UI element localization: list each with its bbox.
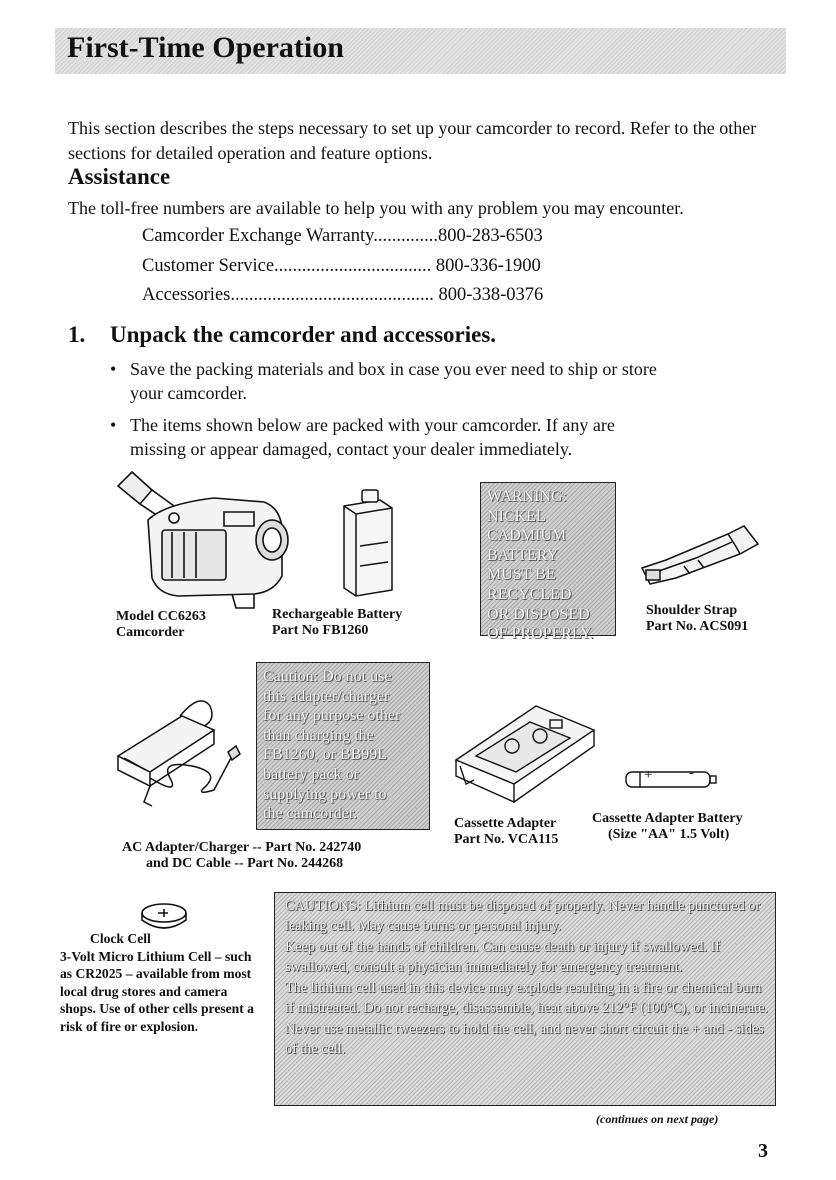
warning-box bbox=[480, 482, 616, 643]
cautions-paragraph bbox=[285, 897, 771, 936]
warning-line: BATTERY bbox=[487, 546, 559, 564]
cautions-paragraph: Never use metallic tweezers to hold the cell, and never short circuit the + and - sides of the cell. bbox=[285, 1021, 764, 1057]
caution-label: Caution: bbox=[263, 668, 319, 685]
assistance-text: The toll-free numbers are available to help you with any problem you may encounter. bbox=[68, 198, 684, 218]
warning-line: OR DISPOSED bbox=[487, 605, 590, 623]
clock-cell-description: 3-Volt Micro Lithium Cell – such as CR2025 – available from most local drug stores and camera shops. Use of other cells present a risk of fire or explosion. bbox=[60, 948, 254, 1034]
caution-line: than charging the bbox=[263, 726, 374, 744]
contact-number: 800-283-6503 bbox=[437, 226, 543, 246]
assistance-heading: Assistance bbox=[68, 164, 171, 189]
warning-line: NICKEL bbox=[487, 507, 546, 525]
cautions-label: CAUTIONS: bbox=[285, 898, 361, 914]
cautions-paragraph: Keep out of the hands of children. Can cause death or injury if swallowed. If swallowed, consult a physician immediately for emergency treatment. bbox=[285, 939, 720, 975]
contact-number: 800-336-1900 bbox=[435, 256, 541, 276]
caption-line: Rechargeable Battery bbox=[272, 607, 403, 622]
caption-line: Camcorder bbox=[116, 625, 185, 640]
contact-dots: ............................................ bbox=[230, 285, 434, 305]
strap-caption bbox=[646, 603, 748, 635]
adapter-caption bbox=[122, 840, 361, 872]
warning-line: MUST BE bbox=[487, 566, 556, 584]
clock-cell-title: Clock Cell bbox=[90, 931, 151, 946]
caution-line: battery pack or bbox=[263, 765, 359, 783]
clock-cell-caption bbox=[60, 930, 268, 1035]
section-header-bar bbox=[55, 28, 786, 74]
warning-line: OF PROPERLY. bbox=[487, 625, 594, 643]
camcorder-caption bbox=[116, 609, 206, 641]
cautions-box bbox=[274, 892, 776, 1106]
shoulder-strap-illustration bbox=[636, 520, 766, 590]
caption-line: Shoulder Strap bbox=[646, 603, 738, 618]
clock-cell-illustration bbox=[138, 900, 190, 934]
warning-line: RECYCLED bbox=[487, 585, 572, 603]
step1-heading: Unpack the camcorder and accessories. bbox=[110, 322, 497, 347]
ac-adapter-illustration bbox=[110, 686, 260, 816]
contact-label: Accessories bbox=[142, 285, 231, 305]
caption-line: Part No. ACS091 bbox=[646, 619, 749, 634]
bullet-item: Save the packing materials and box in case you ever need to ship or store your camcorder. bbox=[130, 359, 657, 403]
caption-line: Cassette Adapter Battery bbox=[592, 811, 743, 826]
continues-note: (continues on next page) bbox=[596, 1112, 719, 1126]
contact-row-accessories bbox=[142, 285, 543, 306]
cassette-battery-caption bbox=[592, 811, 743, 843]
bullet-dot-icon: • bbox=[110, 415, 117, 435]
battery-minus-symbol: - bbox=[689, 765, 694, 781]
camcorder-illustration bbox=[104, 468, 304, 613]
bullet-item: The items shown below are packed with your camcorder. If any are missing or appear damaged, contact your dealer immediately. bbox=[130, 415, 615, 459]
caption-line: Part No. VCA115 bbox=[454, 832, 559, 847]
step1-number: 1. bbox=[68, 322, 86, 347]
contact-row-service bbox=[142, 256, 541, 277]
page-title: First-Time Operation bbox=[67, 31, 344, 64]
cautions-paragraph: The lithium cell used in this device may explode resulting in a fire or chemical burn if mistreated. Do not recharge, disassemble, heat above 212°F (100°C), or incinerate. bbox=[285, 980, 769, 1016]
warning-line: WARNING: bbox=[487, 488, 567, 505]
cassette-adapter-illustration bbox=[450, 700, 600, 810]
battery-plus-symbol: + bbox=[644, 767, 653, 783]
warning-line: CADMIUM bbox=[487, 527, 567, 545]
caution-line: the camcorder. bbox=[263, 805, 358, 823]
caption-line: Cassette Adapter bbox=[454, 816, 557, 831]
page-number: 3 bbox=[758, 1140, 768, 1162]
caution-line: supplying power to bbox=[263, 785, 387, 803]
caution-line: for any purpose other bbox=[263, 707, 401, 725]
caption-line: Part No FB1260 bbox=[272, 623, 369, 638]
caution-line: this adapter/charger bbox=[263, 687, 390, 705]
aa-battery-icon bbox=[622, 768, 720, 792]
caption-line: AC Adapter/Charger -- Part No. 242740 bbox=[122, 840, 362, 855]
caption-line: (Size "AA" 1.5 Volt) bbox=[608, 827, 730, 842]
intro-paragraph: This section describes the steps necessary to set up your camcorder to record. Refer to the other sections for detailed operation and feature options. bbox=[68, 118, 757, 163]
contact-row-warranty bbox=[142, 226, 543, 247]
contact-dots: .................................. bbox=[274, 256, 432, 276]
battery-pack-illustration bbox=[338, 486, 398, 606]
contact-dots: .............. bbox=[373, 226, 438, 246]
battery-caption bbox=[272, 607, 402, 639]
contact-number: 800-338-0376 bbox=[438, 285, 544, 305]
contact-label: Camcorder Exchange Warranty bbox=[142, 226, 374, 246]
bullet-dot-icon: • bbox=[110, 359, 117, 379]
caption-line: Model CC6263 bbox=[116, 609, 206, 624]
caution-line: Do not use bbox=[322, 668, 392, 685]
cassette-adapter-caption bbox=[454, 816, 558, 848]
cautions-text: Lithium cell must be disposed of properly. Never handle punctured or leaking cell. May cause burns or personal injury. bbox=[285, 898, 761, 934]
contact-label: Customer Service bbox=[142, 256, 275, 276]
caption-line: and DC Cable -- Part No. 244268 bbox=[146, 856, 344, 871]
caution-box bbox=[256, 662, 430, 830]
caution-line: FB1260, or BB99L bbox=[263, 746, 388, 764]
